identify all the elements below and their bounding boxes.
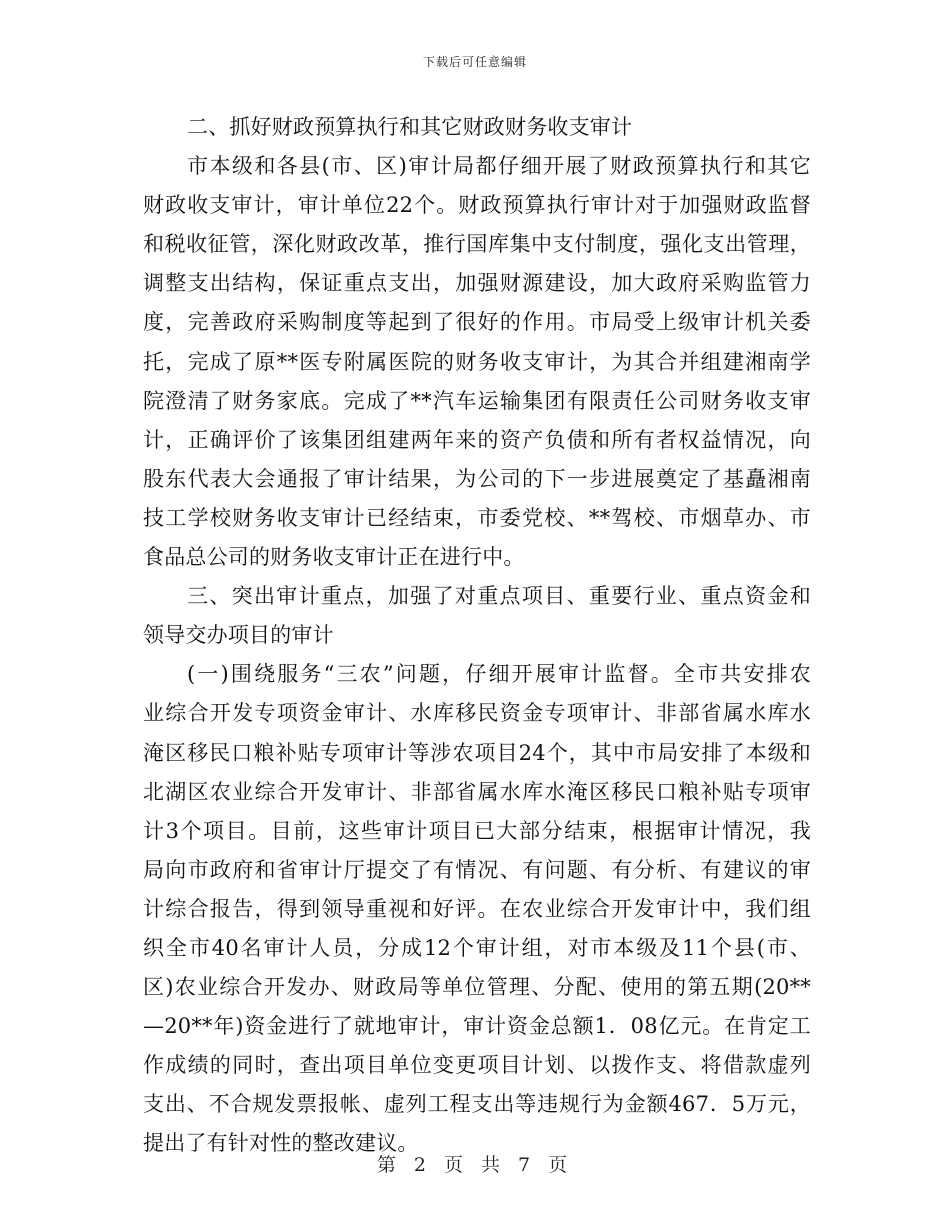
body-text <box>143 108 811 1164</box>
text-line: 和税收征管，深化财政改革，推行国库集中支付制度，强化支出管理， <box>143 232 811 257</box>
text-line: 北湖区农业综合开发审计、非部省属水库水淹区移民口粮补贴专项审 <box>143 779 811 804</box>
text-line: 作成绩的同时，查出项目单位变更项目计划、以拨作支、将借款虚列 <box>143 1053 811 1078</box>
text-line: 股东代表大会通报了审计结果，为公司的下一步进展奠定了基矗湘南 <box>143 466 811 491</box>
text-line: 度，完善政府采购制度等起到了很好的作用。市局受上级审计机关委 <box>143 310 811 335</box>
text-line: 三、突出审计重点，加强了对重点项目、重要行业、重点资金和 <box>187 584 811 609</box>
text-line: —20**年)资金进行了就地审计，审计资金总额1．08亿元。在肯定工 <box>143 1014 811 1039</box>
text-line: 技工学校财务收支审计已经结束，市委党校、**驾校、市烟草办、市 <box>143 505 811 530</box>
text-line: 提出了有针对性的整改建议。 <box>143 1131 419 1156</box>
text-line: 淹区移民口粮补贴专项审计等涉农项目24个，其中市局安排了本级和 <box>143 740 811 765</box>
text-line: 局向市政府和省审计厅提交了有情况、有问题、有分析、有建议的审 <box>143 857 811 882</box>
text-line: 托，完成了原**医专附属医院的财务收支审计，为其合并组建湘南学 <box>143 349 811 374</box>
text-line: 计，正确评价了该集团组建两年来的资产负债和所有者权益情况，向 <box>143 427 811 452</box>
text-line: 领导交办项目的审计 <box>143 623 334 648</box>
text-line: 计3个项目。目前，这些审计项目已大部分结束，根据审计情况，我 <box>143 818 811 843</box>
text-line: 市本级和各县(市、区)审计局都仔细开展了财政预算执行和其它 <box>187 154 811 179</box>
page-footer: 第 2 页 共 7 页 <box>376 1154 574 1176</box>
text-line: 区)农业综合开发办、财政局等单位管理、分配、使用的第五期(20** <box>143 975 811 1000</box>
text-line: 食品总公司的财务收支审计正在进行中。 <box>143 545 525 570</box>
text-line: (一)围绕服务“三农”问题，仔细开展审计监督。全市共安排农 <box>187 662 811 687</box>
text-line: 支出、不合规发票报帐、虚列工程支出等违规行为金额467．5万元， <box>143 1092 811 1117</box>
text-line: 财政收支审计，审计单位22个。财政预算执行审计对于加强财政监督 <box>143 193 811 218</box>
text-line: 院澄清了财务家底。完成了**汽车运输集团有限责任公司财务收支审 <box>143 388 811 413</box>
text-line: 业综合开发专项资金审计、水库移民资金专项审计、非部省属水库水 <box>143 701 811 726</box>
header-note: 下载后可任意编辑 <box>422 55 527 69</box>
text-line: 调整支出结构，保证重点支出，加强财源建设，加大政府采购监管力 <box>143 271 811 296</box>
text-line: 二、抓好财政预算执行和其它财政财务收支审计 <box>187 115 633 139</box>
text-line: 计综合报告，得到领导重视和好评。在农业综合开发审计中，我们组 <box>143 896 811 921</box>
text-line: 织全市40名审计人员，分成12个审计组，对市本级及11个县(市、 <box>143 935 811 960</box>
